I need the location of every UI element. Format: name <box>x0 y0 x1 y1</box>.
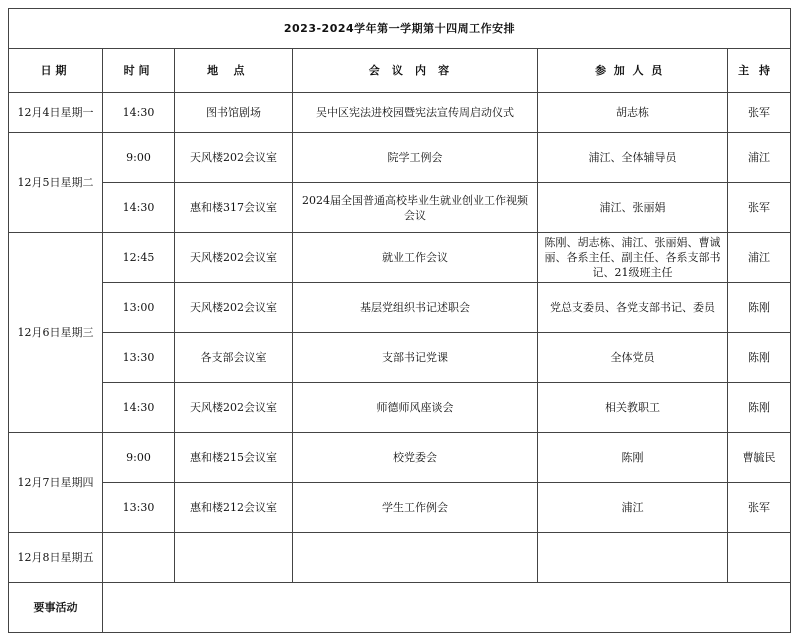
time-cell: 9:00 <box>103 133 175 183</box>
header-content: 会议内容 <box>293 49 538 93</box>
date-cell: 12月7日星期四 <box>9 433 103 533</box>
footer-label: 要事活动 <box>9 583 103 633</box>
date-cell: 12月6日星期三 <box>9 233 103 433</box>
date-cell: 12月5日星期二 <box>9 133 103 233</box>
table-row <box>9 133 791 183</box>
content-cell <box>293 533 538 583</box>
time-cell: 9:00 <box>103 433 175 483</box>
place-cell: 各支部会议室 <box>175 333 293 383</box>
host-cell: 陈刚 <box>728 333 791 383</box>
header-attendees: 参加人员 <box>538 49 728 93</box>
place-cell: 天风楼202会议室 <box>175 233 293 283</box>
attendees-cell <box>538 533 728 583</box>
time-cell: 14:30 <box>103 383 175 433</box>
date-cell: 12月8日星期五 <box>9 533 103 583</box>
place-cell: 天风楼202会议室 <box>175 383 293 433</box>
attendees-cell: 胡志栋 <box>538 93 728 133</box>
page-title: 2023-2024学年第一学期第十四周工作安排 <box>9 9 791 49</box>
header-place: 地点 <box>175 49 293 93</box>
host-cell: 曹毓民 <box>728 433 791 483</box>
content-cell: 基层党组织书记述职会 <box>293 283 538 333</box>
place-cell: 惠和楼215会议室 <box>175 433 293 483</box>
schedule-table <box>8 8 791 633</box>
attendees-cell: 浦江 <box>538 483 728 533</box>
table-row <box>9 93 791 133</box>
place-cell <box>175 533 293 583</box>
footer-content-cell <box>103 583 791 633</box>
attendees-cell: 浦江、张丽娟 <box>538 183 728 233</box>
table-row <box>9 233 791 283</box>
host-cell <box>728 533 791 583</box>
time-cell: 13:30 <box>103 483 175 533</box>
host-cell: 张军 <box>728 93 791 133</box>
content-cell: 支部书记党课 <box>293 333 538 383</box>
host-cell: 浦江 <box>728 133 791 183</box>
table-row <box>9 383 791 433</box>
table-row <box>9 583 791 633</box>
table-row <box>9 533 791 583</box>
time-cell: 12:45 <box>103 233 175 283</box>
time-cell <box>103 533 175 583</box>
header-row <box>9 49 791 93</box>
place-cell: 图书馆剧场 <box>175 93 293 133</box>
host-cell: 浦江 <box>728 233 791 283</box>
attendees-cell: 党总支委员、各党支部书记、委员 <box>538 283 728 333</box>
header-host: 主持 <box>728 49 791 93</box>
date-cell: 12月4日星期一 <box>9 93 103 133</box>
place-cell: 惠和楼212会议室 <box>175 483 293 533</box>
attendees-cell: 陈刚、胡志栋、浦江、张丽娟、曹诚丽、各系主任、副主任、各系支部书记、21级班主任 <box>538 233 728 283</box>
content-cell: 2024届全国普通高校毕业生就业创业工作视频会议 <box>293 183 538 233</box>
attendees-cell: 浦江、全体辅导员 <box>538 133 728 183</box>
host-cell: 陈刚 <box>728 383 791 433</box>
time-cell: 13:30 <box>103 333 175 383</box>
time-cell: 13:00 <box>103 283 175 333</box>
attendees-cell: 全体党员 <box>538 333 728 383</box>
content-cell: 学生工作例会 <box>293 483 538 533</box>
time-cell: 14:30 <box>103 93 175 133</box>
table-row <box>9 283 791 333</box>
host-cell: 张军 <box>728 183 791 233</box>
content-cell: 吴中区宪法进校园暨宪法宣传周启动仪式 <box>293 93 538 133</box>
header-time: 时间 <box>103 49 175 93</box>
host-cell: 张军 <box>728 483 791 533</box>
content-cell: 院学工例会 <box>293 133 538 183</box>
table-row <box>9 433 791 483</box>
time-cell: 14:30 <box>103 183 175 233</box>
host-cell: 陈刚 <box>728 283 791 333</box>
content-cell: 就业工作会议 <box>293 233 538 283</box>
place-cell: 天风楼202会议室 <box>175 283 293 333</box>
table-row <box>9 333 791 383</box>
content-cell: 师德师风座谈会 <box>293 383 538 433</box>
place-cell: 天风楼202会议室 <box>175 133 293 183</box>
attendees-cell: 相关教职工 <box>538 383 728 433</box>
table-row <box>9 183 791 233</box>
content-cell: 校党委会 <box>293 433 538 483</box>
attendees-cell: 陈刚 <box>538 433 728 483</box>
table-row <box>9 483 791 533</box>
place-cell: 惠和楼317会议室 <box>175 183 293 233</box>
header-date: 日期 <box>9 49 103 93</box>
